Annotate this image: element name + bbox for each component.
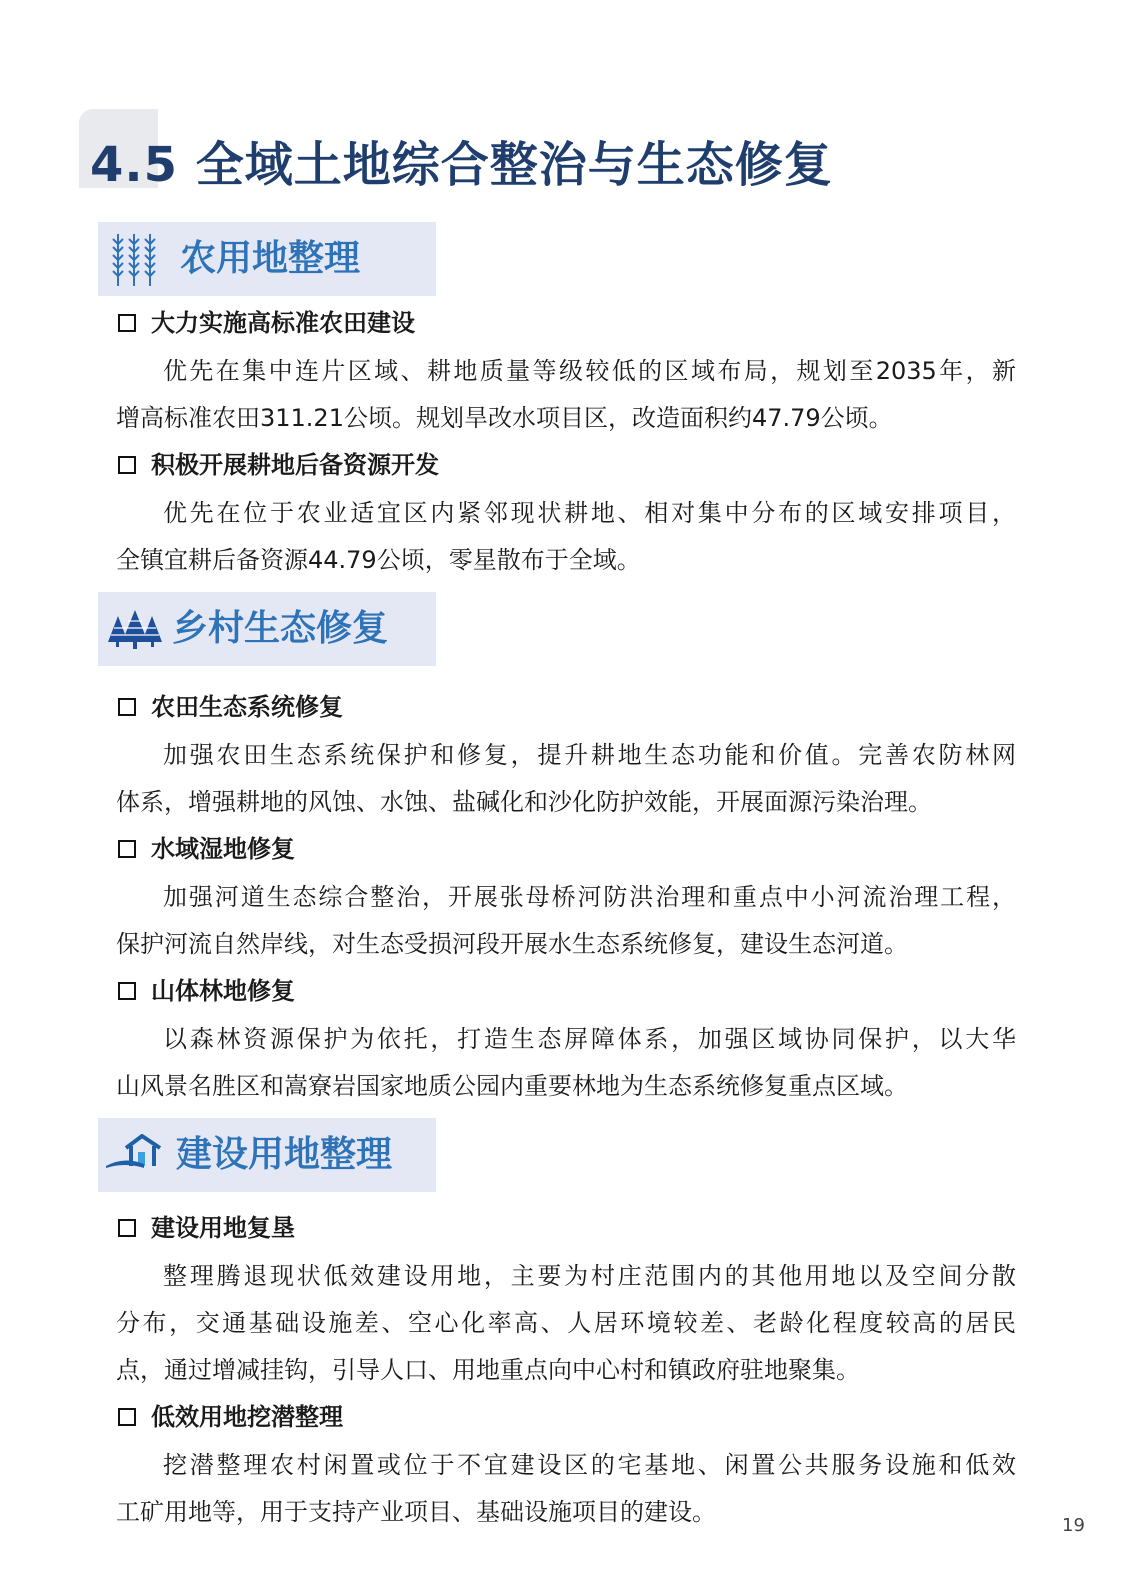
subheading: 低效用地挖潜整理 [118,1394,343,1441]
subheading: 大力实施高标准农田建设 [118,300,415,347]
paragraph-line: 全镇宜耕后备资源44.79公顷，零星散布于全域。 [116,546,641,574]
section-title: 乡村生态修复 [172,608,389,649]
paragraph-line: 加强河道生态综合整治，开展张母桥河防洪治理和重点中小河流治理工程， [163,883,1016,911]
paragraph-line: 以森林资源保护为依托，打造生态屏障体系，加强区域协同保护，以大华 [163,1025,1016,1053]
section-header-farmland [98,222,436,296]
checkbox-icon [118,1408,136,1426]
checkbox-icon [118,698,136,716]
paragraph-line: 优先在集中连片区域、耕地质量等级较低的区域布局，规划至2035年，新 [163,357,1016,385]
paragraph-line: 点，通过增减挂钩，引导人口、用地重点向中心村和镇政府驻地聚集。 [116,1356,860,1384]
page-number: 19 [1062,1515,1085,1536]
paragraph-line: 分布，交通基础设施差、空心化率高、人居环境较差、老龄化程度较高的居民 [116,1309,1016,1337]
section-title: 农用地整理 [180,238,361,279]
checkbox-icon [118,840,136,858]
paragraph-line: 保护河流自然岸线，对生态受损河段开展水生态系统修复，建设生态河道。 [116,930,908,958]
paragraph-line: 挖潜整理农村闲置或位于不宜建设区的宅基地、闲置公共服务设施和低效 [163,1451,1016,1479]
paragraph-line: 加强农田生态系统保护和修复，提升耕地生态功能和价值。完善农防林网 [163,741,1016,769]
wheat-icon [111,232,159,288]
paragraph-line: 整理腾退现状低效建设用地，主要为村庄范围内的其他用地以及空间分散 [163,1262,1016,1290]
checkbox-icon [118,982,136,1000]
section-title: 建设用地整理 [176,1134,393,1175]
subheading: 农田生态系统修复 [118,684,343,731]
paragraph-line: 山风景名胜区和嵩寮岩国家地质公园内重要林地为生态系统修复重点区域。 [116,1072,908,1100]
subheading: 水域湿地修复 [118,826,295,873]
checkbox-icon [118,314,136,332]
section-header-ecology [98,592,436,666]
paragraph-line: 体系，增强耕地的风蚀、水蚀、盐碱化和沙化防护效能，开展面源污染治理。 [116,788,932,816]
subheading: 建设用地复垦 [118,1205,295,1252]
checkbox-icon [118,1219,136,1237]
subheading: 积极开展耕地后备资源开发 [118,442,439,489]
page-title: 4.5 全域土地综合整治与生态修复 [90,137,833,193]
checkbox-icon [118,456,136,474]
paragraph-line: 工矿用地等，用于支持产业项目、基础设施项目的建设。 [116,1498,716,1526]
house-icon [104,1134,164,1174]
paragraph-line: 优先在位于农业适宜区内紧邻现状耕地、相对集中分布的区域安排项目， [163,499,1016,527]
subheading: 山体林地修复 [118,968,295,1015]
forest-icon [106,610,164,650]
paragraph-line: 增高标准农田311.21公顷。规划旱改水项目区，改造面积约47.79公顷。 [116,404,893,432]
section-header-construction [98,1118,436,1192]
